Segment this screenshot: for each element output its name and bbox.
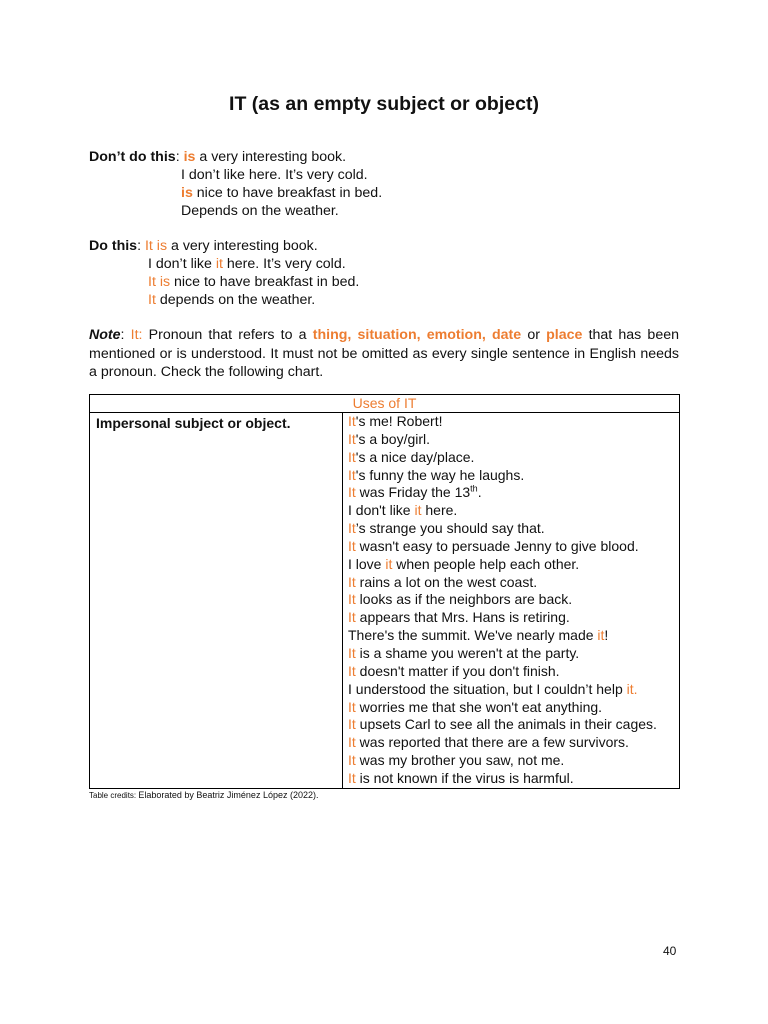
- highlight: is: [183, 149, 196, 165]
- example-row: I love it when people help each other.: [348, 555, 580, 572]
- example-row: It's me! Robert!: [348, 413, 443, 429]
- highlight-keywords: thing, situation, emotion, date: [312, 327, 522, 343]
- example-row: I understood the situation, but I couldn’t help it.: [348, 680, 638, 697]
- example-row: It looks as if the neighbors are back.: [348, 591, 573, 608]
- example-row: It's a boy/girl.: [348, 430, 431, 447]
- highlight: it: [215, 256, 223, 272]
- dont-line-4: Depends on the weather.: [181, 203, 339, 219]
- do-line-3: It is nice to have breakfast in bed.: [148, 274, 360, 290]
- example-row: It’s strange you should say that.: [348, 520, 545, 537]
- dont-line-1: Don’t do this: is a very interesting book.: [89, 149, 347, 165]
- example-row: It was reported that there are a few survivors.: [348, 734, 629, 751]
- examples-cell: [343, 413, 680, 789]
- example-row: There's the summit. We've nearly made it!: [348, 627, 609, 644]
- example-row: It was Friday the 13th.: [348, 483, 482, 501]
- do-line-2: I don’t like it here. It’s very cold.: [148, 256, 346, 272]
- page-title: IT (as an empty subject or object): [229, 93, 539, 115]
- example-row: It was my brother you saw, not me.: [348, 752, 565, 769]
- example-row: It's a nice day/place.: [348, 448, 475, 465]
- do-label: Do this: [89, 238, 138, 254]
- example-row: It appears that Mrs. Hans is retiring.: [348, 609, 570, 626]
- example-row: It is a shame you weren't at the party.: [348, 644, 580, 661]
- example-row: It upsets Carl to see all the animals in their cages.: [348, 716, 657, 733]
- example-row: I don't like it here.: [348, 502, 458, 519]
- example-row: It doesn't matter if you don't finish.: [348, 662, 560, 679]
- example-row: It worries me that she won't eat anything.: [348, 698, 603, 715]
- example-row: It is not known if the virus is harmful.: [348, 769, 574, 786]
- note-label: Note: [89, 327, 121, 343]
- dont-line-2: I don’t like here. It’s very cold.: [181, 167, 368, 183]
- note-paragraph: Note: It: Pronoun that refers to a thing, situation, emotion, date or place that has been mentioned or is understood. It must not be omitted as every single sentence in English needs a pronoun. Check the following chart.: [89, 327, 679, 380]
- table-category: Impersonal subject or object.: [90, 413, 343, 789]
- table-header: Uses of IT: [90, 395, 680, 413]
- highlight: It is: [144, 238, 168, 254]
- highlight-keyword: place: [546, 327, 583, 343]
- highlight: It is: [148, 274, 171, 290]
- dont-line-3: is nice to have breakfast in bed.: [181, 185, 383, 201]
- do-line-4: It depends on the weather.: [148, 292, 316, 308]
- highlight: is: [181, 185, 193, 201]
- example-row: It wasn't easy to persuade Jenny to give blood.: [348, 537, 639, 554]
- highlight: It:: [130, 327, 143, 343]
- page-number: 40: [663, 944, 677, 958]
- dont-label: Don’t do this: [89, 149, 176, 165]
- example-row: It rains a lot on the west coast.: [348, 573, 538, 590]
- do-line-1: Do this: It is a very interesting book.: [89, 238, 318, 254]
- uses-table: [89, 394, 680, 789]
- table-credits: Table credits: Elaborated by Beatriz Jiménez López (2022).: [89, 790, 319, 800]
- example-row: It's funny the way he laughs.: [348, 466, 525, 483]
- highlight: It: [148, 292, 156, 308]
